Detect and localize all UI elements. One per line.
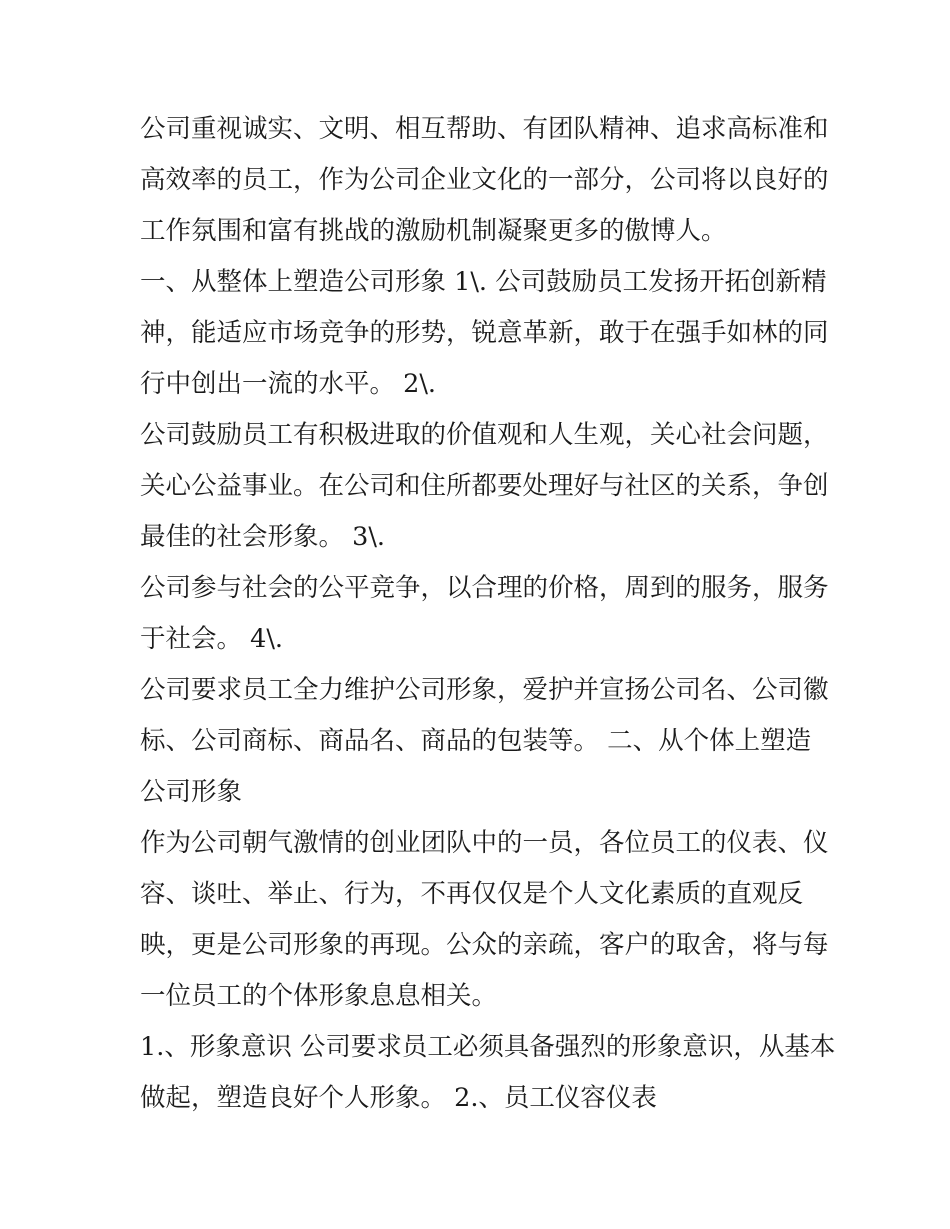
text-line: 公司重视诚实、文明、相互帮助、有团队精神、追求高标准和 bbox=[140, 114, 829, 144]
paragraph-item-3 bbox=[140, 563, 829, 665]
text-line: 映，更是公司形象的再现。公众的亲疏，客户的取舍，将与每 bbox=[140, 930, 829, 960]
text-line: 公司鼓励员工有积极进取的价值观和人生观，关心社会问题， bbox=[140, 420, 829, 450]
text-line: 行中创出一流的水平。 2\. bbox=[140, 369, 437, 399]
text-line: 一位员工的个体形象息息相关。 bbox=[140, 981, 498, 1011]
paragraph-item-2 bbox=[140, 410, 829, 563]
text-line: 1.、形象意识 公司要求员工必须具备强烈的形象意识，从基本 bbox=[140, 1032, 836, 1062]
paragraph-section-two bbox=[140, 818, 829, 1022]
text-line: 最佳的社会形象。 3\. bbox=[140, 522, 386, 552]
paragraph-item-4 bbox=[140, 665, 829, 818]
text-line: 公司要求员工全力维护公司形象，爱护并宣扬公司名、公司徽 bbox=[140, 675, 829, 705]
text-line: 做起，塑造良好个人形象。 2.、员工仪容仪表 bbox=[140, 1083, 657, 1113]
paragraph-image-awareness bbox=[140, 1022, 836, 1124]
text-line: 关心公益事业。在公司和住所都要处理好与社区的关系，争创 bbox=[140, 471, 829, 501]
text-line: 公司形象 bbox=[140, 777, 243, 807]
text-line: 神，能适应市场竞争的形势，锐意革新，敢于在强手如林的同 bbox=[140, 318, 829, 348]
paragraph-section-one bbox=[140, 257, 829, 410]
text-line: 标、公司商标、商品名、商品的包装等。 二、从个体上塑造 bbox=[140, 726, 812, 756]
text-line: 高效率的员工，作为公司企业文化的一部分，公司将以良好的 bbox=[140, 165, 829, 195]
text-line: 作为公司朝气激情的创业团队中的一员，各位员工的仪表、仪 bbox=[140, 828, 829, 858]
paragraph-intro bbox=[140, 104, 829, 257]
text-line: 容、谈吐、举止、行为，不再仅仅是个人文化素质的直观反 bbox=[140, 879, 804, 909]
text-line: 一、从整体上塑造公司形象 1\. 公司鼓励员工发扬开拓创新精 bbox=[140, 267, 827, 297]
text-line: 于社会。 4\. bbox=[140, 624, 284, 654]
document-body bbox=[140, 104, 836, 1124]
text-line: 公司参与社会的公平竞争，以合理的价格，周到的服务，服务 bbox=[140, 573, 829, 603]
text-line: 工作氛围和富有挑战的激励机制凝聚更多的傲博人。 bbox=[140, 216, 727, 246]
